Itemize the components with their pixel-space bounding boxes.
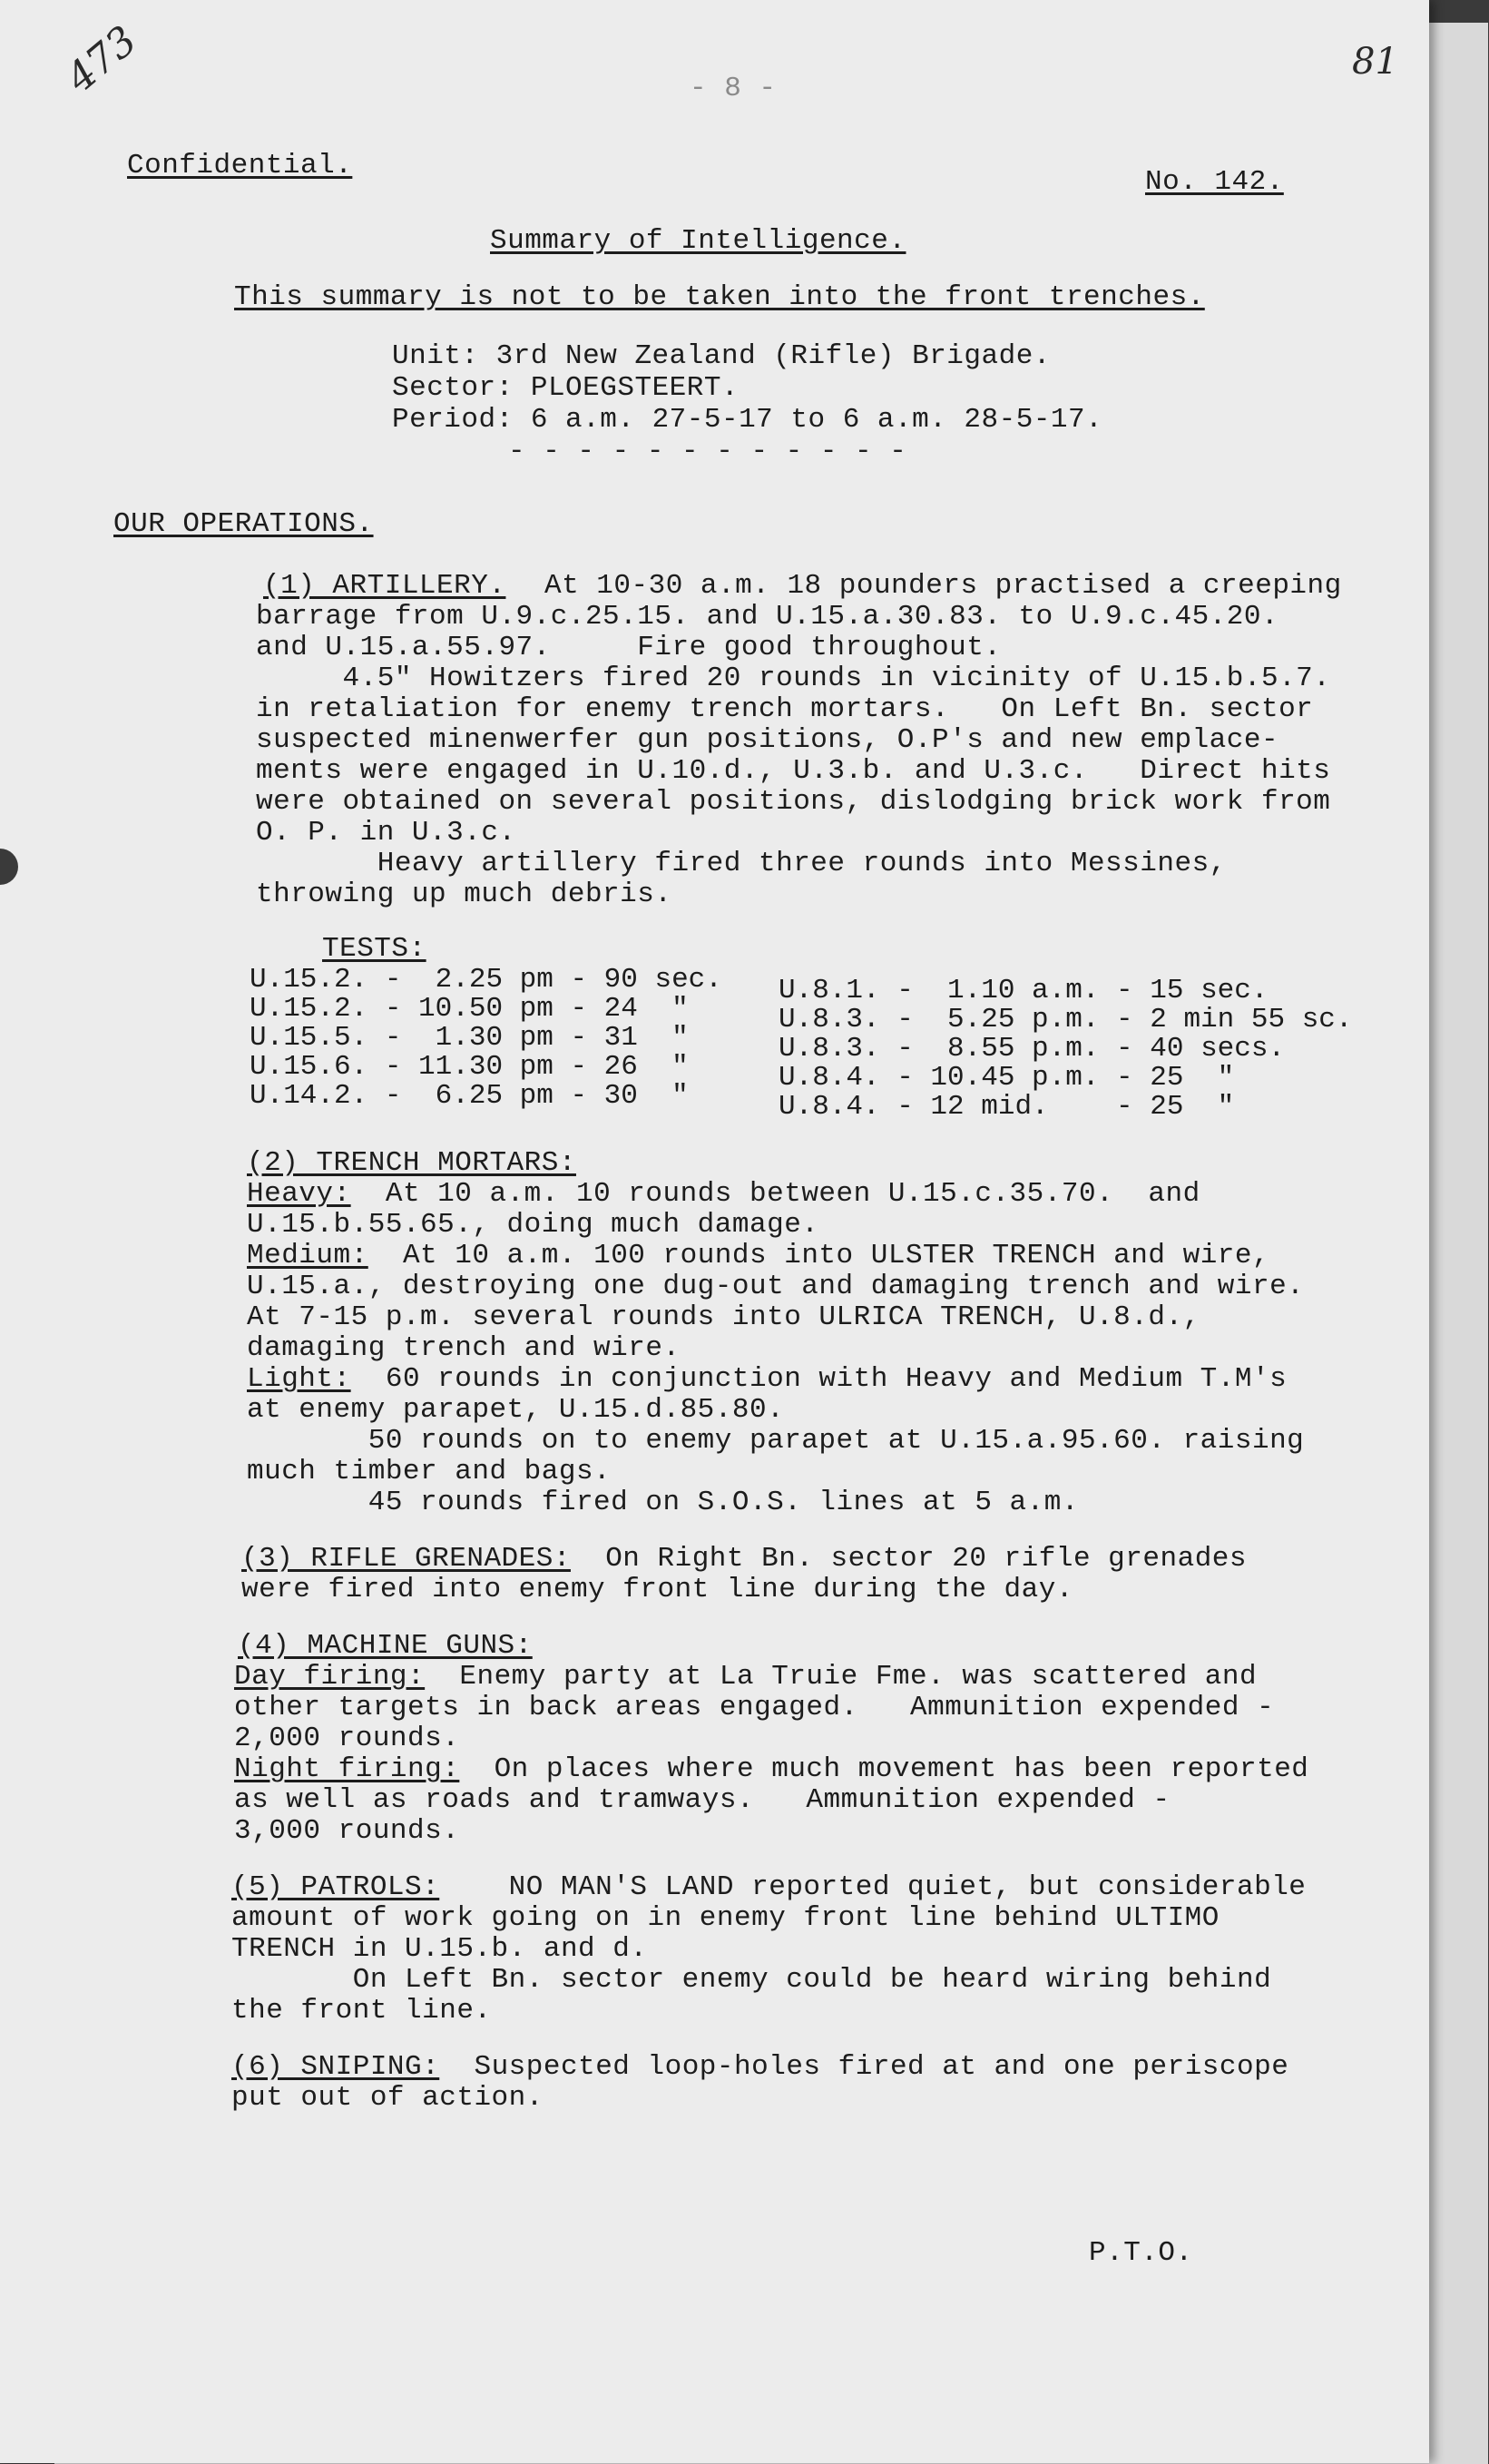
machine-guns-label: (4) MACHINE GUNS: <box>238 1630 533 1662</box>
page-marker: - 8 - <box>690 73 777 104</box>
rifle-grenades-row <box>241 1543 1247 1575</box>
light-line-2: 50 rounds on to enemy parapet at U.15.a.95.60. raising <box>247 1425 1305 1457</box>
tests-left-2: U.15.5. - 1.30 pm - 31 " <box>250 1022 689 1054</box>
tests-right-1: U.8.3. - 5.25 p.m. - 2 min 55 sc. <box>779 1004 1353 1036</box>
medium-label: Medium: <box>247 1240 368 1271</box>
artillery-label: (1) ARTILLERY. <box>263 570 506 602</box>
medium-line-3: damaging trench and wire. <box>247 1332 681 1364</box>
summary-number: No. 142. <box>1145 166 1284 198</box>
patrols-row <box>231 1871 1306 1903</box>
period-value: 6 a.m. 27-5-17 to 6 a.m. 28-5-17. <box>530 404 1103 436</box>
patrols-line-0: NO MAN'S LAND reported quiet, but considerable <box>508 1871 1307 1903</box>
night-firing-line-2: 3,000 rounds. <box>234 1815 460 1847</box>
night-firing-row <box>234 1753 1308 1785</box>
light-line-3: much timber and bags. <box>247 1456 612 1487</box>
sector-row <box>392 372 739 404</box>
day-firing-line-2: 2,000 rounds. <box>234 1723 460 1754</box>
artillery-line-3: 4.5" Howitzers fired 20 rounds in vicinity of U.15.b.5.7. <box>256 663 1331 694</box>
artillery-line-2: and U.15.a.55.97. Fire good throughout. <box>256 632 1002 663</box>
tests-right-2: U.8.3. - 8.55 p.m. - 40 secs. <box>779 1033 1286 1065</box>
day-firing-label: Day firing: <box>234 1661 426 1693</box>
tests-label: TESTS: <box>322 933 426 965</box>
medium-line-0: At 10 a.m. 100 rounds into ULSTER TRENCH and wire, <box>402 1240 1270 1271</box>
heavy-label: Heavy: <box>247 1178 351 1210</box>
sector-value: PLOEGSTEERT. <box>530 372 740 404</box>
light-line-0: 60 rounds in conjunction with Heavy and Medium T.M's <box>385 1363 1288 1395</box>
patrols-line-2: TRENCH in U.15.b. and d. <box>231 1933 648 1965</box>
light-line-1: at enemy parapet, U.15.d.85.80. <box>247 1394 785 1426</box>
heavy-line-1: U.15.b.55.65., doing much damage. <box>247 1209 819 1241</box>
warning-line: This summary is not to be taken into the front trenches. <box>234 281 1205 313</box>
trench-mortars-label: (2) TRENCH MORTARS: <box>247 1147 576 1179</box>
day-firing-line-0: Enemy party at La Truie Fme. was scattered and <box>459 1661 1258 1693</box>
section-heading: OUR OPERATIONS. <box>113 508 374 540</box>
heavy-line-0: At 10 a.m. 10 rounds between U.15.c.35.70. and <box>385 1178 1200 1210</box>
artillery-line-10: throwing up much debris. <box>256 879 672 910</box>
rifle-grenades-label: (3) RIFLE GRENADES: <box>241 1543 571 1575</box>
patrols-label: (5) PATROLS: <box>231 1871 440 1903</box>
tests-left-1: U.15.2. - 10.50 pm - 24 " <box>250 993 689 1025</box>
day-firing-row <box>234 1661 1257 1693</box>
period-label: Period: <box>392 404 514 436</box>
sniping-line-0: Suspected loop-holes fired at and one periscope <box>474 2051 1289 2083</box>
rifle-grenades-line-0: On Right Bn. sector 20 rifle grenades <box>605 1543 1247 1575</box>
light-row <box>247 1363 1287 1395</box>
light-label: Light: <box>247 1363 351 1395</box>
separator: - - - - - - - - - - - - <box>508 436 907 467</box>
tests-right-4: U.8.4. - 12 mid. - 25 " <box>779 1091 1235 1123</box>
sniping-label: (6) SNIPING: <box>231 2051 440 2083</box>
medium-row <box>247 1240 1269 1271</box>
rifle-grenades-line-1: were fired into enemy front line during the day. <box>241 1574 1073 1605</box>
medium-line-1: U.15.a., destroying one dug-out and damaging trench and wire. <box>247 1271 1305 1302</box>
period-row <box>392 404 1102 436</box>
tests-left-3: U.15.6. - 11.30 pm - 26 " <box>250 1051 689 1083</box>
tests-right-0: U.8.1. - 1.10 a.m. - 15 sec. <box>779 975 1269 1006</box>
artillery-line-4: in retaliation for enemy trench mortars. On Left Bn. sector <box>256 693 1314 725</box>
artillery-line-8: O. P. in U.3.c. <box>256 817 516 849</box>
heavy-row <box>247 1178 1200 1210</box>
artillery-line-6: ments were engaged in U.10.d., U.3.b. and U.3.c. Direct hits <box>256 755 1331 787</box>
patrols-line-4: the front line. <box>231 1995 492 2027</box>
sniping-line-1: put out of action. <box>231 2082 544 2114</box>
punch-hole <box>0 849 18 885</box>
night-firing-label: Night firing: <box>234 1753 460 1785</box>
patrols-line-1: amount of work going on in enemy front line behind ULTIMO <box>231 1902 1220 1934</box>
sniping-row <box>231 2051 1288 2083</box>
tests-left-4: U.14.2. - 6.25 pm - 30 " <box>250 1080 689 1112</box>
artillery-line-5: suspected minenwerfer gun positions, O.P's and new emplace- <box>256 724 1279 756</box>
artillery-line-0: At 10-30 a.m. 18 pounders practised a creeping <box>544 570 1342 602</box>
pto-note: P.T.O. <box>1089 2237 1193 2269</box>
night-firing-line-1: as well as roads and tramways. Ammunition expended - <box>234 1784 1171 1816</box>
unit-label: Unit: <box>392 340 479 372</box>
day-firing-line-1: other targets in back areas engaged. Ammunition expended - <box>234 1692 1275 1723</box>
folio-number-left: 473 <box>57 16 146 103</box>
tests-left-0: U.15.2. - 2.25 pm - 90 sec. <box>250 964 722 996</box>
classification: Confidential. <box>127 150 353 182</box>
medium-line-2: At 7-15 p.m. several rounds into ULRICA TRENCH, U.8.d., <box>247 1301 1200 1333</box>
unit-row <box>392 340 1051 372</box>
sector-label: Sector: <box>392 372 514 404</box>
artillery-line-9: Heavy artillery fired three rounds into Messines, <box>256 848 1227 879</box>
artillery-line-1: barrage from U.9.c.25.15. and U.15.a.30.83. to U.9.c.45.20. <box>256 601 1279 633</box>
tests-right-3: U.8.4. - 10.45 p.m. - 25 " <box>779 1062 1235 1094</box>
unit-value: 3rd New Zealand (Rifle) Brigade. <box>495 340 1051 372</box>
page-title: Summary of Intelligence. <box>490 225 906 257</box>
light-line-4: 45 rounds fired on S.O.S. lines at 5 a.m. <box>247 1487 1079 1518</box>
page-number-right: 81 <box>1352 41 1398 83</box>
patrols-line-3: On Left Bn. sector enemy could be heard wiring behind <box>231 1964 1272 1996</box>
artillery-line-7: were obtained on several positions, dislodging brick work from <box>256 786 1331 818</box>
night-firing-line-0: On places where much movement has been reported <box>494 1753 1309 1785</box>
